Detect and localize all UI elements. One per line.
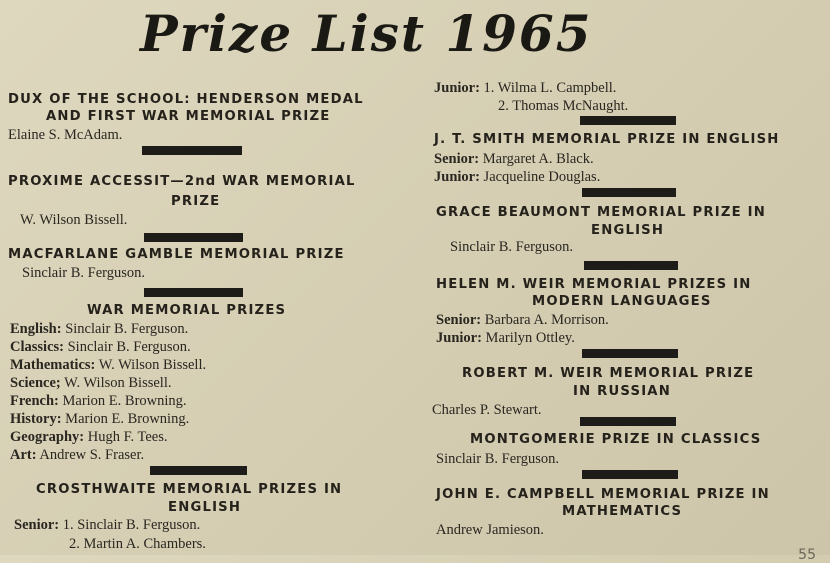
helen-heading-line1: HELEN M. WEIR MEMORIAL PRIZES IN: [436, 277, 752, 292]
section-divider: [582, 188, 676, 197]
war-prize-winner: W. Wilson Bissell.: [64, 375, 172, 391]
war-prize-row: [10, 375, 172, 392]
macfarlane-winner: Sinclair B. Ferguson.: [22, 265, 145, 281]
proxime-heading-line1: PROXIME ACCESSIT—2nd WAR MEMORIAL: [8, 174, 356, 189]
junior-winner: Jacqueline Douglas.: [483, 169, 601, 185]
war-prize-row: [10, 393, 187, 410]
crosthwaite-heading-line2: ENGLISH: [168, 500, 242, 515]
war-prize-winner: Marion E. Browning.: [62, 393, 187, 409]
war-prize-row: [10, 429, 167, 446]
senior-first: 1. Sinclair B. Ferguson.: [62, 517, 201, 533]
john-heading-line1: JOHN E. CAMPBELL MEMORIAL PRIZE IN: [436, 487, 770, 502]
dux-heading-line2: AND FIRST WAR MEMORIAL PRIZE: [46, 109, 331, 124]
junior-winner: Marilyn Ottley.: [485, 330, 575, 346]
section-divider: [582, 349, 678, 358]
junior-label: Junior:: [434, 80, 480, 96]
grace-heading-line2: ENGLISH: [591, 223, 665, 238]
section-divider: [150, 466, 247, 475]
robert-winner: Charles P. Stewart.: [432, 402, 542, 418]
section-divider: [144, 288, 243, 297]
macfarlane-heading: MACFARLANE GAMBLE MEMORIAL PRIZE: [8, 247, 345, 262]
robert-heading-line1: ROBERT M. WEIR MEMORIAL PRIZE: [462, 366, 755, 381]
crosthwaite-senior-row: [14, 517, 200, 534]
war-prize-winner: Sinclair B. Ferguson.: [67, 339, 191, 355]
proxime-heading-line2: PRIZE: [171, 194, 221, 209]
crosthwaite-junior-row: [434, 80, 616, 97]
war-prize-subject: English:: [10, 321, 62, 337]
senior-label: Senior:: [14, 517, 60, 533]
grace-winner: Sinclair B. Ferguson.: [450, 239, 573, 255]
grace-heading-line1: GRACE BEAUMONT MEMORIAL PRIZE IN: [436, 205, 766, 220]
dux-winner: Elaine S. McAdam.: [8, 127, 123, 143]
senior-label: Senior:: [436, 312, 482, 328]
war-prize-row: [10, 447, 144, 464]
crosthwaite-heading-line1: CROSTHWAITE MEMORIAL PRIZES IN: [36, 482, 343, 497]
war-prize-winner: Sinclair B. Ferguson.: [65, 321, 189, 337]
junior-label: Junior:: [434, 169, 480, 185]
junior-second: 2. Thomas McNaught.: [498, 98, 629, 114]
john-heading-line2: MATHEMATICS: [562, 504, 683, 519]
war-prize-subject: Science;: [10, 375, 61, 391]
war-prize-row: [10, 339, 191, 356]
section-divider: [580, 417, 676, 426]
page-title: Prize List 1965: [140, 4, 593, 63]
john-winner: Andrew Jamieson.: [436, 522, 544, 538]
senior-label: Senior:: [434, 151, 480, 167]
war-prize-row: [10, 321, 188, 338]
montgomerie-heading: MONTGOMERIE PRIZE IN CLASSICS: [470, 432, 762, 447]
war-prize-row: [10, 357, 206, 374]
section-divider: [584, 261, 678, 270]
war-prize-row: [10, 411, 189, 428]
section-divider: [144, 233, 243, 242]
section-divider: [582, 470, 678, 479]
war-prize-winner: Marion E. Browning.: [65, 411, 190, 427]
senior-second: 2. Martin A. Chambers.: [69, 536, 206, 552]
senior-winner: Margaret A. Black.: [482, 151, 594, 167]
war-prize-winner: W. Wilson Bissell.: [98, 357, 207, 373]
dux-heading-line1: DUX OF THE SCHOOL: HENDERSON MEDAL: [8, 92, 364, 107]
page-number: 55: [798, 547, 816, 563]
war-memorial-heading: WAR MEMORIAL PRIZES: [87, 303, 287, 318]
war-prize-subject: French:: [10, 393, 59, 409]
junior-label: Junior:: [436, 330, 482, 346]
helen-senior-row: [436, 312, 609, 329]
jtsmith-junior-row: [434, 169, 600, 186]
jtsmith-heading: J. T. SMITH MEMORIAL PRIZE IN ENGLISH: [434, 132, 780, 147]
proxime-winner: W. Wilson Bissell.: [20, 212, 128, 228]
senior-winner: Barbara A. Morrison.: [484, 312, 609, 328]
helen-heading-line2: MODERN LANGUAGES: [532, 294, 712, 309]
war-prize-subject: Mathematics:: [10, 357, 96, 373]
war-prize-winner: Andrew S. Fraser.: [39, 447, 145, 463]
war-prize-subject: Art:: [10, 447, 37, 463]
jtsmith-senior-row: [434, 151, 594, 168]
war-prize-winner: Hugh F. Tees.: [87, 429, 168, 445]
junior-first: 1. Wilma L. Campbell.: [483, 80, 617, 96]
helen-junior-row: [436, 330, 575, 347]
section-divider: [580, 116, 676, 125]
robert-heading-line2: IN RUSSIAN: [573, 384, 671, 399]
section-divider: [142, 146, 242, 155]
war-prize-subject: History:: [10, 411, 62, 427]
war-prize-subject: Geography:: [10, 429, 85, 445]
war-prize-subject: Classics:: [10, 339, 64, 355]
montgomerie-winner: Sinclair B. Ferguson.: [436, 451, 559, 467]
